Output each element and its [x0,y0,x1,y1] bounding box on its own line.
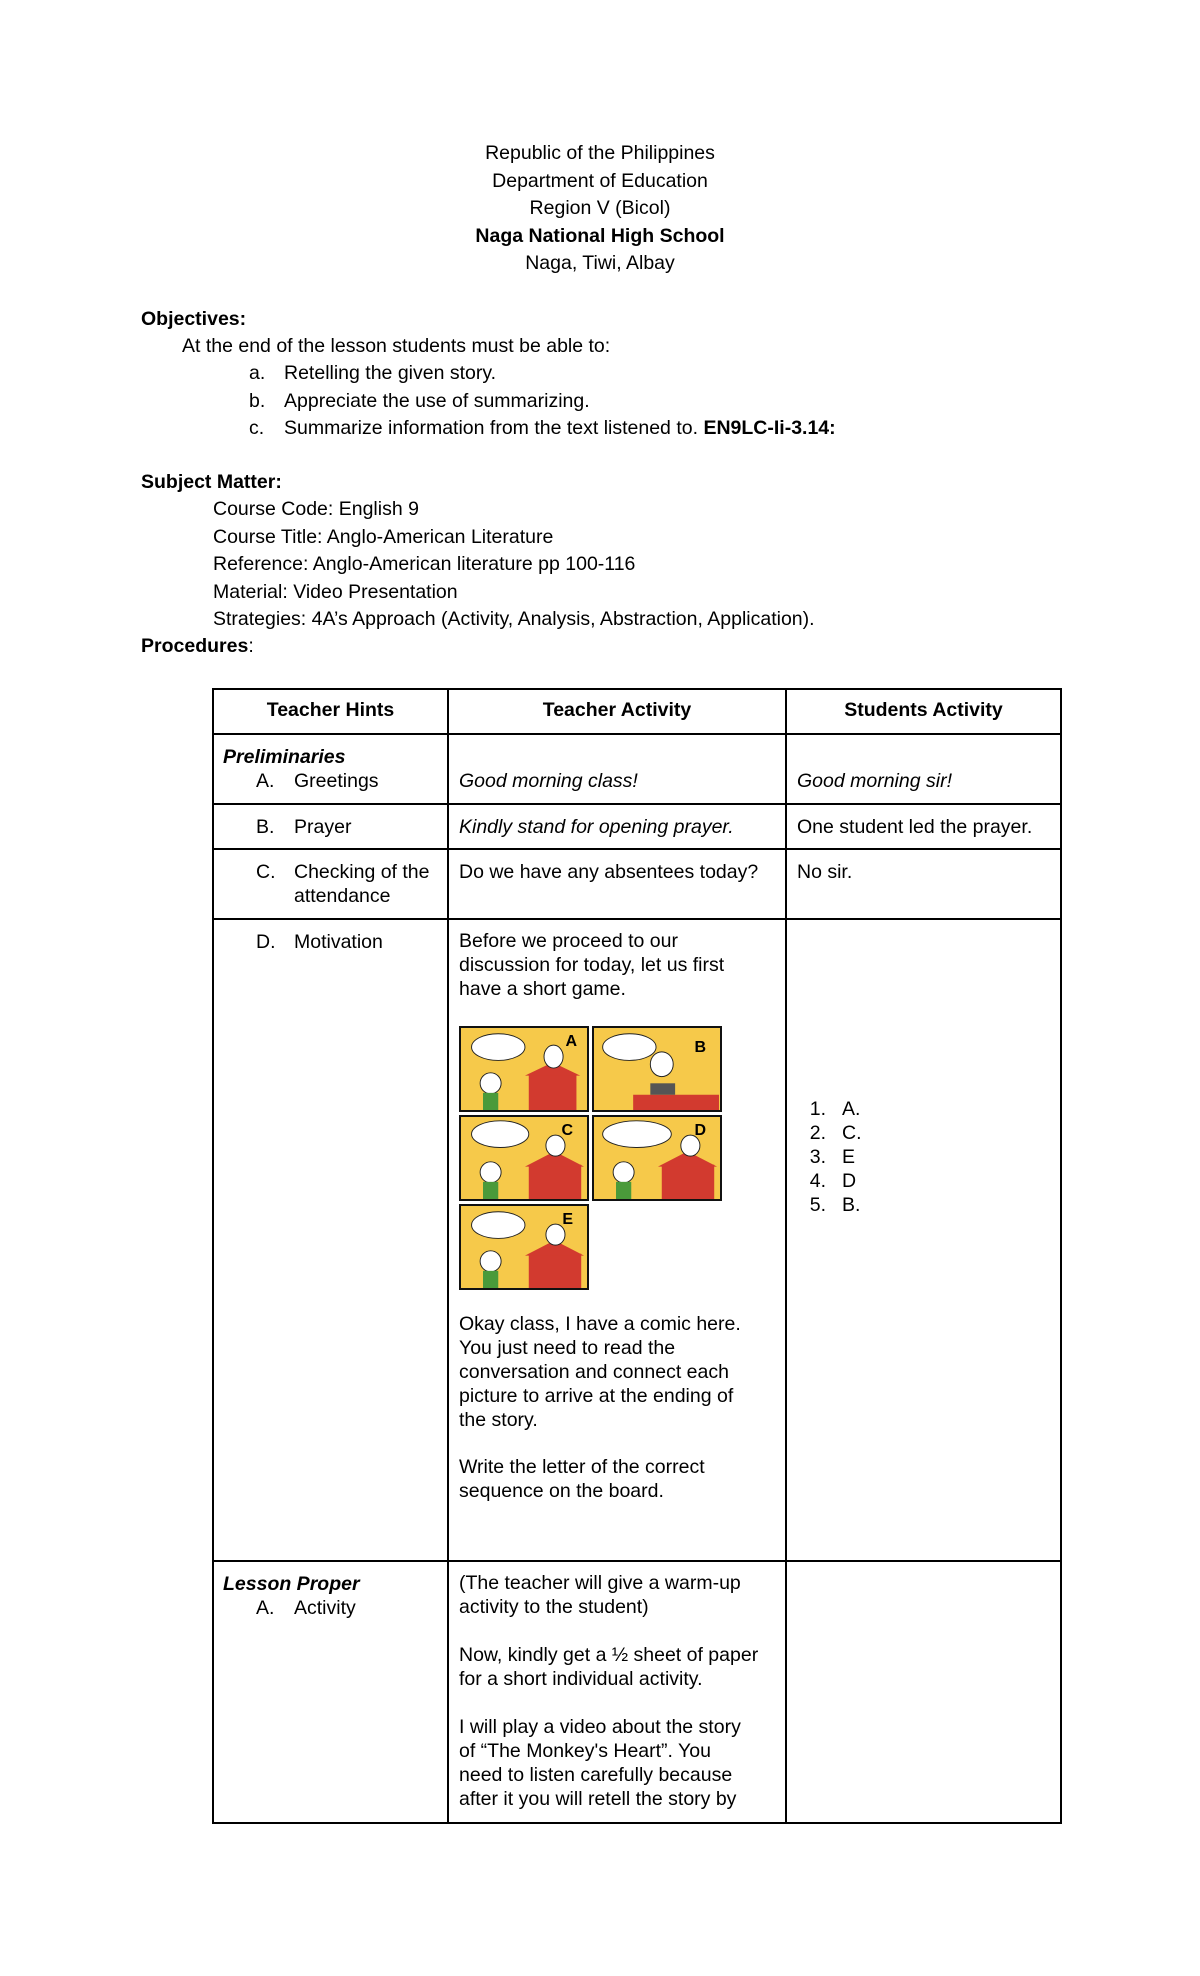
competency-code: EN9LC-Ii-3.14: [703,417,836,439]
comic-panel-b [592,1026,722,1112]
task-line: Write the letter of the correct [459,1456,705,1478]
hint-marker: A. [256,1597,275,1619]
table-border [212,688,214,1824]
motivation-intro-line: discussion for today, let us first [459,954,725,976]
objective-text-wrap [284,415,836,442]
answer-value: E [842,1146,856,1168]
header-school: Naga National High School [475,224,725,247]
comic-letter: D [694,1122,706,1139]
strategies: Strategies: 4A’s Approach (Activity, Analysis, Abstraction, Application). [213,608,815,630]
table-row-divider [212,733,1062,735]
header-region: Region V (Bicol) [529,197,671,220]
header-teacher-activity: Teacher Activity [542,699,692,721]
course-title: Course Title: Anglo-American Literature [213,525,554,548]
comic-panel-a [459,1026,589,1112]
header-department: Department of Education [492,169,708,192]
objective-marker: a. [249,362,266,384]
objectives-section [141,306,1141,439]
header-address: Naga, Tiwi, Albay [525,252,675,275]
lesson-video [459,1715,741,1811]
answer-value: B. [842,1194,861,1216]
answer-value: C. [842,1122,862,1144]
answer-value: D [842,1170,857,1192]
preliminaries-heading: Preliminaries [223,746,346,768]
table-row-divider [212,848,1062,850]
hint-marker: D. [256,931,276,953]
table-row-divider [212,918,1062,920]
material: Material: Video Presentation [213,580,458,603]
answer-number: 2. [809,1122,826,1144]
procedures-heading [141,633,254,660]
lesson-line: after it you will retell the story by [459,1788,737,1810]
lesson-line: activity to the student) [459,1596,649,1618]
instruction-line: You just need to read the [459,1337,676,1359]
lesson-line: Now, kindly get a ½ sheet of paper [459,1644,759,1666]
comic-letter: B [694,1039,706,1056]
hint-activity: Activity [294,1597,356,1619]
header-students-activity: Students Activity [844,699,1003,721]
lesson-line: of “The Monkey's Heart”. You [459,1740,711,1762]
answer-number: 3. [809,1146,826,1168]
lesson-line: for a short individual activity. [459,1668,703,1690]
teacher-attendance: Do we have any absentees today? [459,861,759,883]
objective-item [249,388,1049,415]
header-republic: Republic of the Philippines [485,142,715,164]
answer-number: 5. [809,1194,826,1216]
hint-marker: C. [256,861,276,883]
table-row-divider [212,803,1062,805]
procedures-table [212,688,1062,1824]
motivation-intro [459,929,724,1001]
answer-value: A. [842,1098,861,1120]
table-column-divider [785,688,787,1824]
student-prayer: One student led the prayer. [797,816,1033,838]
objective-item [249,415,1049,442]
objective-marker: b. [249,389,266,412]
instruction-line: Okay class, I have a comic here. [459,1313,741,1335]
lesson-line: need to listen carefully because [459,1764,733,1786]
lesson-line: (The teacher will give a warm-up [459,1572,741,1594]
hint-greetings: Greetings [294,770,379,792]
hint-marker: B. [256,816,275,838]
table-row-divider [212,1560,1062,1562]
objective-marker: c. [249,417,265,439]
comic-panel-c [459,1115,589,1201]
table-border [212,1822,1062,1824]
comic-letter: A [565,1033,577,1050]
motivation-instructions [459,1312,741,1432]
lesson-proper-heading: Lesson Proper [223,1573,360,1595]
course-code: Course Code: English 9 [213,498,419,520]
lesson-paper [459,1643,758,1691]
student-attendance: No sir. [797,861,853,883]
subject-matter-section [141,469,1141,634]
hint-motivation: Motivation [294,931,383,953]
procedures-heading-text: Procedures [141,635,249,657]
instruction-line: picture to arrive at the ending of [459,1385,734,1407]
lesson-line: I will play a video about the story [459,1716,741,1738]
comic-panel-d [592,1115,722,1201]
table-border [212,688,1062,690]
comic-panel-e [459,1204,589,1290]
objective-text: Retelling the given story. [284,362,497,384]
objective-text: Summarize information from the text listened to. [284,417,699,439]
answer-number: 4. [809,1170,826,1192]
hint-prayer: Prayer [294,816,352,838]
objectives-intro: At the end of the lesson students must be able to: [182,335,611,357]
header-teacher-hints: Teacher Hints [266,699,395,721]
subject-matter-heading: Subject Matter: [141,471,282,493]
motivation-task [459,1455,705,1503]
comic-letter: C [561,1122,573,1139]
motivation-intro-line: have a short game. [459,978,626,1000]
reference: Reference: Anglo-American literature pp 100-116 [213,553,636,575]
teacher-prayer: Kindly stand for opening prayer. [459,816,734,838]
teacher-greetings: Good morning class! [459,770,638,792]
hint-attendance: Checking of the [294,861,430,883]
instruction-line: conversation and connect each [459,1361,729,1383]
student-greetings: Good morning sir! [797,770,952,792]
letterhead [0,140,1200,278]
instruction-line: the story. [459,1409,538,1431]
hint-marker: A. [256,770,275,792]
hint-attendance-cont: attendance [294,885,391,907]
motivation-intro-line: Before we proceed to our [459,930,678,952]
comic-letter: E [562,1211,573,1228]
table-border [1060,688,1062,1824]
objective-text: Appreciate the use of summarizing. [284,389,590,412]
objectives-heading: Objectives: [141,308,247,330]
objective-item [249,360,1049,387]
task-line: sequence on the board. [459,1480,664,1502]
procedures-colon: : [248,635,254,657]
answer-list [804,1096,1004,1216]
lesson-warmup [459,1571,741,1619]
table-column-divider [447,688,449,1824]
answer-number: 1. [809,1098,826,1120]
